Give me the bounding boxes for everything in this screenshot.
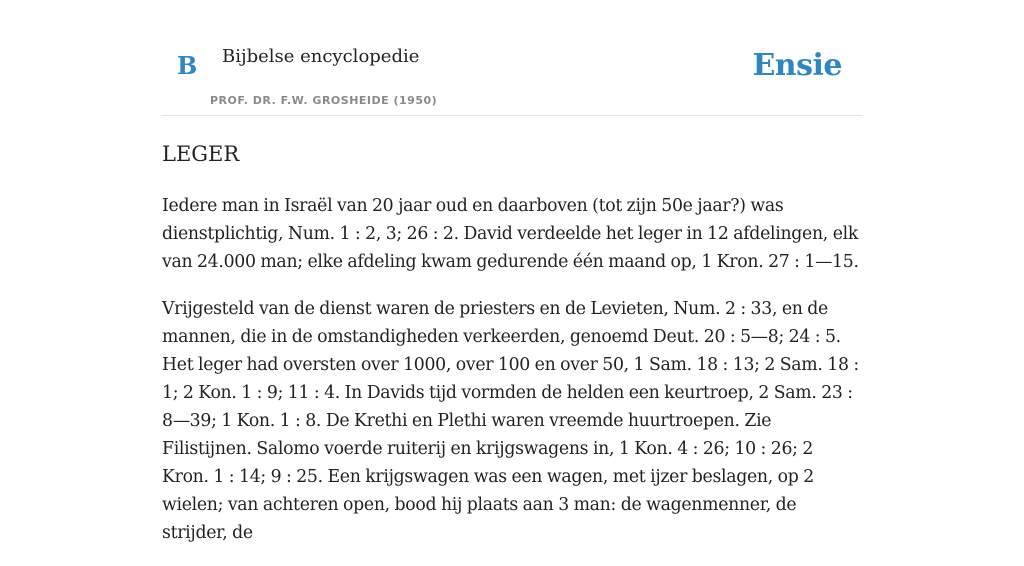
ensie-logo[interactable]: Ensie [752, 48, 842, 83]
article-title: LEGER [162, 142, 240, 166]
book-logo-icon[interactable]: B [177, 51, 198, 80]
book-title-link[interactable]: Bijbelse encyclopedie [222, 46, 420, 67]
book-author: PROF. DR. F.W. GROSHEIDE (1950) [210, 94, 438, 107]
article-body [162, 192, 862, 566]
article-paragraph: Iedere man in Israël van 20 jaar oud en daarboven (tot zijn 50e jaar?) was dienstplichtig, Num. 1 : 2, 3; 26 : 2. David verdeelde het leger in 12 afdelingen, elk van 24.000 man; elke afdeling kwam gedurende één maand op, 1 Kron. 27 : 1—15. [162, 196, 859, 272]
article-paragraph: Vrijgesteld van de dienst waren de priesters en de Levieten, Num. 2 : 33, en de mannen, die in de omstandigheden verkeerden, genoemd Deut. 20 : 5—8; 24 : 5. Het leger had oversten over 1000, over 100 en over 50, 1 Sam. 18 : 13; 2 Sam. 18 : 1; 2 Kon. 1 : 9; 11 : 4. In Davids tijd vormden de helden een keurtroep, 2 Sam. 23 : 8—39; 1 Kon. 1 : 8. De Krethi en Plethi waren vreemde huurtroepen. Zie Filistijnen. Salomo voerde ruiterij en krijgswagens in, 1 Kon. 4 : 26; 10 : 26; 2 Kron. 1 : 14; 9 : 25. Een krijgswagen was een wagen, met ijzer beslagen, op 2 wielen; van achteren open, bood hij plaats aan 3 man: de wagenmenner, de strijder, de [162, 299, 859, 543]
site-header [162, 0, 862, 116]
